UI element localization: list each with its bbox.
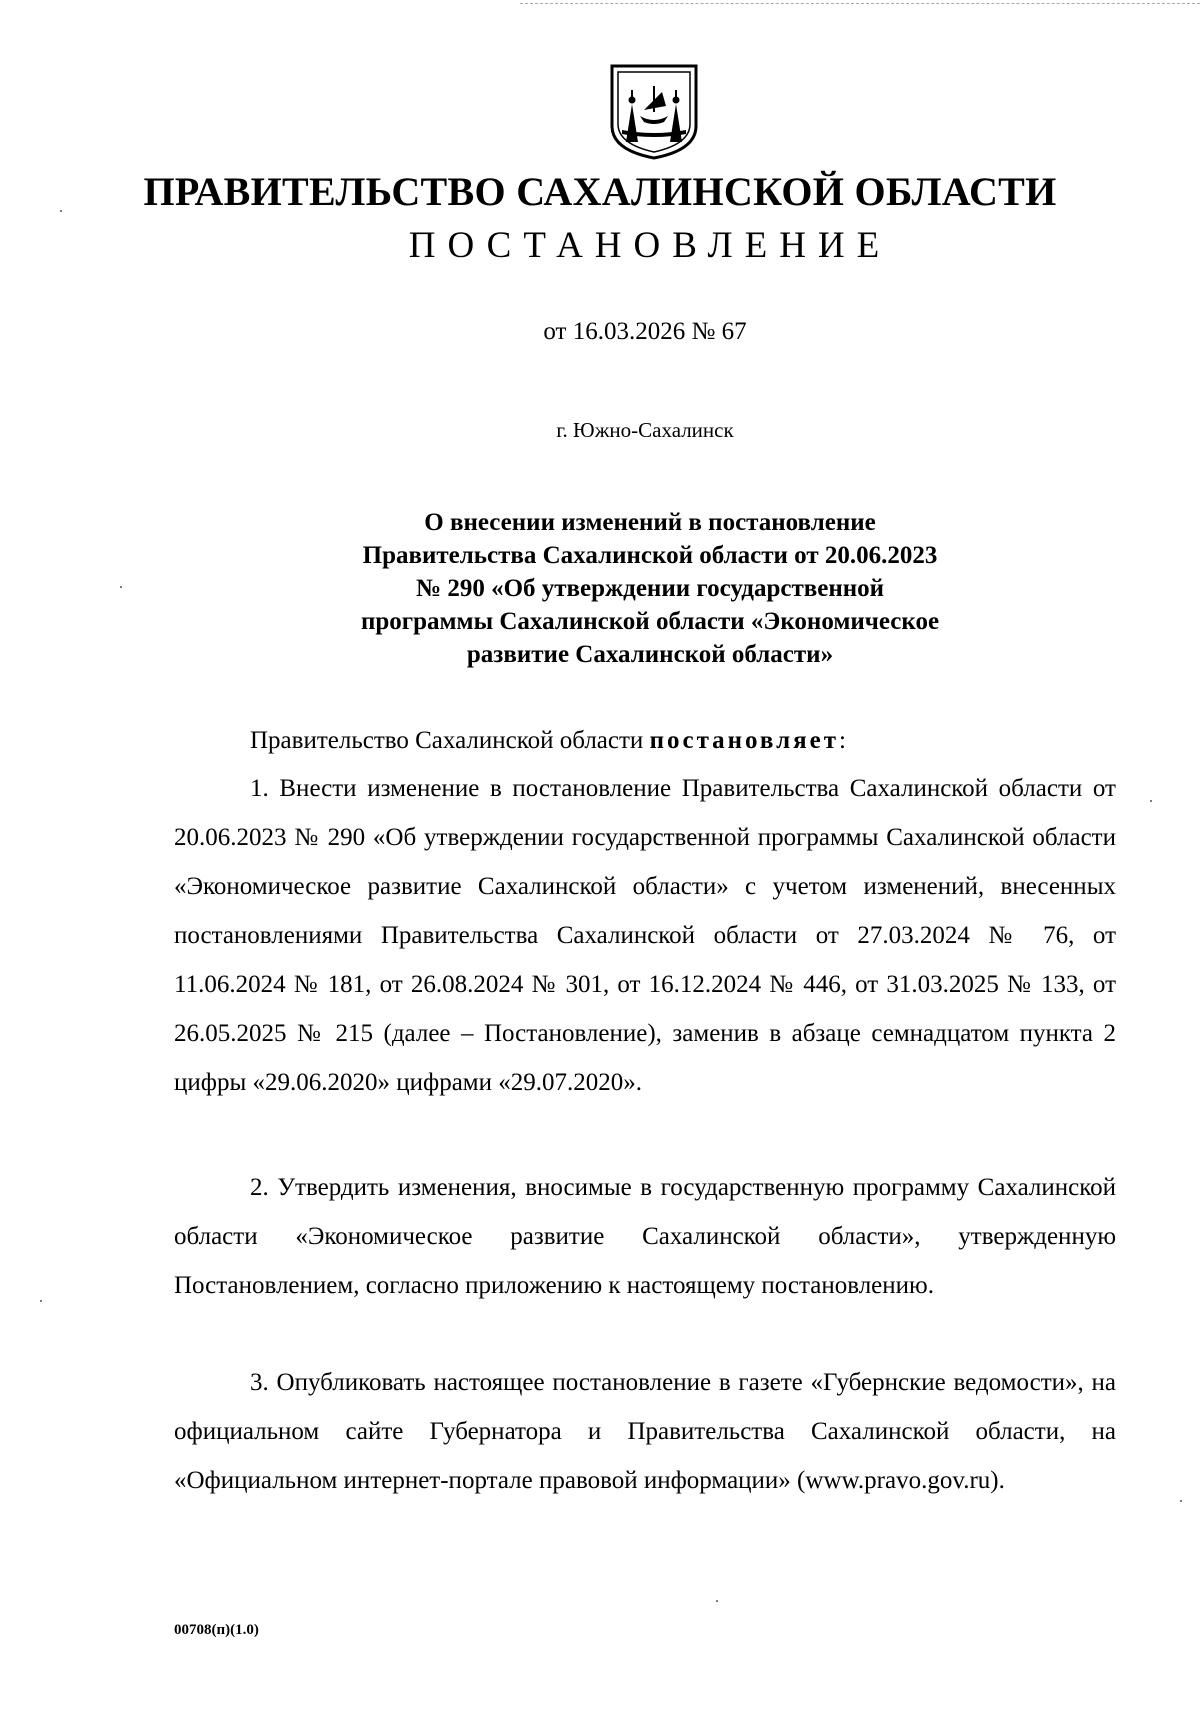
form-code: 00708(п)(1.0) — [174, 1622, 259, 1638]
scan-artifact — [40, 1300, 42, 1302]
intro-paragraph — [174, 716, 1116, 765]
subject-line: развитие Сахалинской области» — [466, 641, 834, 668]
paragraph-3: 3. Опубликовать настоящее постановление в газете «Губернские ведомости», на официальном сайте Губернатора и Правительства Сахалинской области, на «Официальном интернет-портале правовой информации» (www.pravo.gov.ru). — [174, 1369, 1116, 1494]
organization-title: ПРАВИТЕЛЬСТВО САХАЛИНСКОЙ ОБЛАСТИ — [143, 169, 1057, 214]
subject-line: О внесении изменений в постановление — [424, 509, 876, 536]
document-city: г. Южно-Сахалинск — [556, 418, 734, 442]
intro-verb: постановляет — [649, 727, 840, 754]
subject-line: Правительства Сахалинской области от 20.06.2023 — [362, 542, 938, 569]
document-type: ПОСТАНОВЛЕНИЕ — [408, 225, 892, 266]
paragraph-1: 1. Внести изменение в постановление Правительства Сахалинской области от 20.06.2023 № 290 «Об утверждении государственной программы Сахалинской области «Экономическое развитие Сахалинской области» с учетом изменений, внесенных постановлениями Правительства Сахалинской области от 27.03.2024 № 76, от 11.06.2024 № 181, от 26.08.2024 № 301, от 16.12.2024 № 446, от 31.03.2025 № 133, от 26.05.2025 № 215 (далее – Постановление), заменив в абзаце семнадцатом пункта 2 цифры «29.06.2020» цифрами «29.07.2020». — [174, 775, 1116, 1096]
subject-line: № 290 «Об утверждении государственной — [415, 575, 885, 602]
scan-artifact — [716, 1600, 718, 1602]
scan-top-edge — [520, 3, 1200, 5]
document-subject — [300, 506, 1000, 671]
subject-line: программы Сахалинской области «Экономическое — [360, 608, 940, 635]
paragraph-2: 2. Утвердить изменения, вносимые в государственную программу Сахалинской области «Экономическое развитие Сахалинской области», утвержденную Постановлением, согласно приложению к настоящему постановлению. — [174, 1174, 1116, 1299]
intro-prefix: Правительство Сахалинской области — [250, 727, 650, 754]
scan-artifact — [120, 586, 122, 588]
scan-artifact — [60, 210, 62, 212]
scan-artifact — [1180, 1500, 1182, 1502]
document-date-number: от 16.03.2026 № 67 — [543, 318, 747, 345]
intro-suffix: : — [839, 727, 846, 754]
sakhalin-coat-of-arms-icon — [608, 64, 700, 160]
scan-artifact — [1150, 800, 1152, 802]
